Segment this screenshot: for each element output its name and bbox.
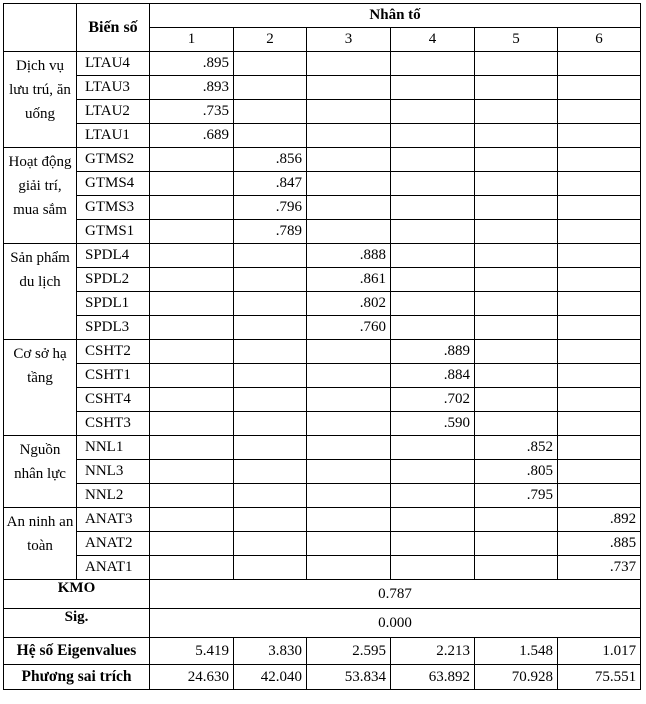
sig-value: 0.000 [150, 609, 641, 638]
loading-row [4, 172, 641, 196]
loading-row [4, 244, 641, 268]
empty-cell [307, 436, 391, 460]
loading-value: .895 [150, 52, 234, 76]
empty-cell [475, 556, 558, 580]
empty-cell [307, 532, 391, 556]
header-row-1 [4, 4, 641, 28]
header-empty-cell [4, 28, 77, 52]
empty-cell [558, 172, 641, 196]
loading-value: .852 [475, 436, 558, 460]
group-label: Nguồn nhân lực [4, 436, 77, 508]
empty-cell [150, 292, 234, 316]
empty-cell [558, 460, 641, 484]
variable-code: NNL2 [77, 484, 150, 508]
loading-row [4, 268, 641, 292]
empty-cell [307, 460, 391, 484]
kmo-value: 0.787 [150, 580, 641, 609]
loading-row [4, 52, 641, 76]
empty-cell [391, 76, 475, 100]
empty-cell [307, 484, 391, 508]
empty-cell [307, 508, 391, 532]
empty-cell [307, 52, 391, 76]
group-label: Sản phẩm du lịch [4, 244, 77, 340]
header-empty-cell [4, 4, 77, 28]
factor-number: 1 [150, 28, 234, 52]
eigenvalue-cell: 2.595 [307, 638, 391, 665]
loading-row [4, 100, 641, 124]
eigenvalue-cell: 2.213 [391, 638, 475, 665]
empty-cell [307, 76, 391, 100]
empty-cell [558, 340, 641, 364]
empty-cell [150, 196, 234, 220]
factor-number: 3 [307, 28, 391, 52]
loading-value: .885 [558, 532, 641, 556]
factor-number: 4 [391, 28, 475, 52]
eigenvalue-cell: 5.419 [150, 638, 234, 665]
loading-row [4, 340, 641, 364]
variable-code: SPDL2 [77, 268, 150, 292]
variance-label: Phương sai trích [4, 665, 150, 690]
loading-value: .735 [150, 100, 234, 124]
loading-body [4, 52, 641, 580]
empty-cell [150, 268, 234, 292]
loading-row [4, 364, 641, 388]
empty-cell [234, 292, 307, 316]
empty-cell [558, 244, 641, 268]
empty-cell [234, 460, 307, 484]
loading-row [4, 508, 641, 532]
empty-cell [150, 556, 234, 580]
loading-value: .802 [307, 292, 391, 316]
empty-cell [558, 76, 641, 100]
empty-cell [234, 52, 307, 76]
loading-value: .689 [150, 124, 234, 148]
empty-cell [558, 124, 641, 148]
empty-cell [475, 508, 558, 532]
empty-cell [391, 484, 475, 508]
empty-cell [475, 532, 558, 556]
empty-cell [391, 220, 475, 244]
loading-row [4, 460, 641, 484]
empty-cell [150, 220, 234, 244]
variance-cell: 63.892 [391, 665, 475, 690]
empty-cell [234, 100, 307, 124]
loading-row [4, 484, 641, 508]
variance-cell: 24.630 [150, 665, 234, 690]
loading-row [4, 76, 641, 100]
empty-cell [558, 100, 641, 124]
loading-value: .861 [307, 268, 391, 292]
loading-row [4, 556, 641, 580]
loading-row [4, 220, 641, 244]
loading-value: .847 [234, 172, 307, 196]
loading-value: .796 [234, 196, 307, 220]
loading-row [4, 436, 641, 460]
empty-cell [558, 484, 641, 508]
variable-code: NNL3 [77, 460, 150, 484]
empty-cell [391, 148, 475, 172]
empty-cell [150, 244, 234, 268]
eigenvalue-cell: 1.548 [475, 638, 558, 665]
empty-cell [234, 244, 307, 268]
empty-cell [234, 556, 307, 580]
empty-cell [150, 340, 234, 364]
loading-row [4, 124, 641, 148]
empty-cell [475, 220, 558, 244]
empty-cell [150, 460, 234, 484]
variable-code: SPDL4 [77, 244, 150, 268]
variable-code: GTMS4 [77, 172, 150, 196]
empty-cell [234, 124, 307, 148]
empty-cell [234, 340, 307, 364]
empty-cell [558, 148, 641, 172]
variable-code: CSHT1 [77, 364, 150, 388]
variable-code: GTMS2 [77, 148, 150, 172]
empty-cell [391, 532, 475, 556]
variable-code: GTMS3 [77, 196, 150, 220]
variance-cell: 53.834 [307, 665, 391, 690]
empty-cell [150, 484, 234, 508]
empty-cell [391, 556, 475, 580]
empty-cell [307, 124, 391, 148]
empty-cell [558, 388, 641, 412]
empty-cell [234, 268, 307, 292]
empty-cell [150, 148, 234, 172]
group-label: Dịch vụ lưu trú, ăn uống [4, 52, 77, 148]
empty-cell [150, 388, 234, 412]
variable-header: Biến số [77, 4, 150, 52]
empty-cell [234, 76, 307, 100]
loading-value: .590 [391, 412, 475, 436]
empty-cell [475, 412, 558, 436]
empty-cell [307, 340, 391, 364]
empty-cell [558, 292, 641, 316]
variable-code: ANAT1 [77, 556, 150, 580]
sig-label: Sig. [4, 609, 150, 638]
group-label: Hoạt động giải trí, mua sắm [4, 148, 77, 244]
loading-row [4, 532, 641, 556]
empty-cell [234, 412, 307, 436]
empty-cell [150, 508, 234, 532]
empty-cell [234, 436, 307, 460]
empty-cell [475, 388, 558, 412]
variance-cell: 70.928 [475, 665, 558, 690]
empty-cell [475, 196, 558, 220]
loading-value: .805 [475, 460, 558, 484]
variable-code: CSHT3 [77, 412, 150, 436]
empty-cell [475, 100, 558, 124]
loading-value: .889 [391, 340, 475, 364]
empty-cell [307, 220, 391, 244]
empty-cell [475, 124, 558, 148]
empty-cell [150, 172, 234, 196]
empty-cell [150, 412, 234, 436]
loading-row [4, 412, 641, 436]
empty-cell [475, 316, 558, 340]
empty-cell [391, 172, 475, 196]
variable-code: CSHT2 [77, 340, 150, 364]
loading-row [4, 316, 641, 340]
variable-code: LTAU4 [77, 52, 150, 76]
empty-cell [307, 172, 391, 196]
empty-cell [391, 460, 475, 484]
loading-value: .795 [475, 484, 558, 508]
kmo-row [4, 580, 641, 609]
factor-number: 5 [475, 28, 558, 52]
empty-cell [234, 364, 307, 388]
empty-cell [558, 196, 641, 220]
variance-cell: 42.040 [234, 665, 307, 690]
factor-number: 6 [558, 28, 641, 52]
empty-cell [391, 52, 475, 76]
eigenvalues-row [4, 638, 641, 665]
empty-cell [234, 316, 307, 340]
loading-value: .893 [150, 76, 234, 100]
empty-cell [307, 412, 391, 436]
eigenvalues-label: Hệ số Eigenvalues [4, 638, 150, 665]
loading-value: .760 [307, 316, 391, 340]
variable-code: CSHT4 [77, 388, 150, 412]
empty-cell [391, 124, 475, 148]
empty-cell [475, 340, 558, 364]
empty-cell [558, 220, 641, 244]
variable-code: LTAU3 [77, 76, 150, 100]
variable-code: LTAU2 [77, 100, 150, 124]
loading-row [4, 388, 641, 412]
empty-cell [558, 436, 641, 460]
variance-cell: 75.551 [558, 665, 641, 690]
kmo-label: KMO [4, 580, 150, 609]
variable-code: LTAU1 [77, 124, 150, 148]
loading-value: .884 [391, 364, 475, 388]
loading-value: .856 [234, 148, 307, 172]
loading-value: .892 [558, 508, 641, 532]
empty-cell [391, 508, 475, 532]
empty-cell [475, 268, 558, 292]
empty-cell [391, 292, 475, 316]
loading-value: .888 [307, 244, 391, 268]
empty-cell [391, 196, 475, 220]
loading-row [4, 196, 641, 220]
variable-code: SPDL3 [77, 316, 150, 340]
variable-code: SPDL1 [77, 292, 150, 316]
empty-cell [475, 52, 558, 76]
empty-cell [307, 148, 391, 172]
variable-code: GTMS1 [77, 220, 150, 244]
empty-cell [234, 508, 307, 532]
empty-cell [307, 388, 391, 412]
empty-cell [558, 364, 641, 388]
loading-value: .702 [391, 388, 475, 412]
empty-cell [558, 52, 641, 76]
empty-cell [391, 268, 475, 292]
variance-row [4, 665, 641, 690]
empty-cell [475, 148, 558, 172]
variable-code: NNL1 [77, 436, 150, 460]
empty-cell [307, 196, 391, 220]
empty-cell [475, 76, 558, 100]
loading-row [4, 292, 641, 316]
empty-cell [558, 316, 641, 340]
group-label: An ninh an toàn [4, 508, 77, 580]
empty-cell [150, 364, 234, 388]
empty-cell [234, 532, 307, 556]
empty-cell [475, 244, 558, 268]
eigenvalue-cell: 3.830 [234, 638, 307, 665]
loading-row [4, 148, 641, 172]
eigenvalue-cell: 1.017 [558, 638, 641, 665]
factor-number: 2 [234, 28, 307, 52]
empty-cell [475, 292, 558, 316]
loading-value: .789 [234, 220, 307, 244]
empty-cell [391, 244, 475, 268]
group-label: Cơ sở hạ tầng [4, 340, 77, 436]
empty-cell [307, 100, 391, 124]
empty-cell [391, 436, 475, 460]
factor-loading-table [3, 3, 641, 690]
variable-code: ANAT3 [77, 508, 150, 532]
empty-cell [150, 436, 234, 460]
empty-cell [234, 388, 307, 412]
empty-cell [391, 316, 475, 340]
loading-value: .737 [558, 556, 641, 580]
variable-code: ANAT2 [77, 532, 150, 556]
empty-cell [475, 172, 558, 196]
factor-header: Nhân tố [150, 4, 641, 28]
empty-cell [558, 412, 641, 436]
empty-cell [234, 484, 307, 508]
sig-row [4, 609, 641, 638]
empty-cell [150, 316, 234, 340]
empty-cell [307, 364, 391, 388]
empty-cell [558, 268, 641, 292]
empty-cell [307, 556, 391, 580]
empty-cell [475, 364, 558, 388]
empty-cell [150, 532, 234, 556]
empty-cell [391, 100, 475, 124]
